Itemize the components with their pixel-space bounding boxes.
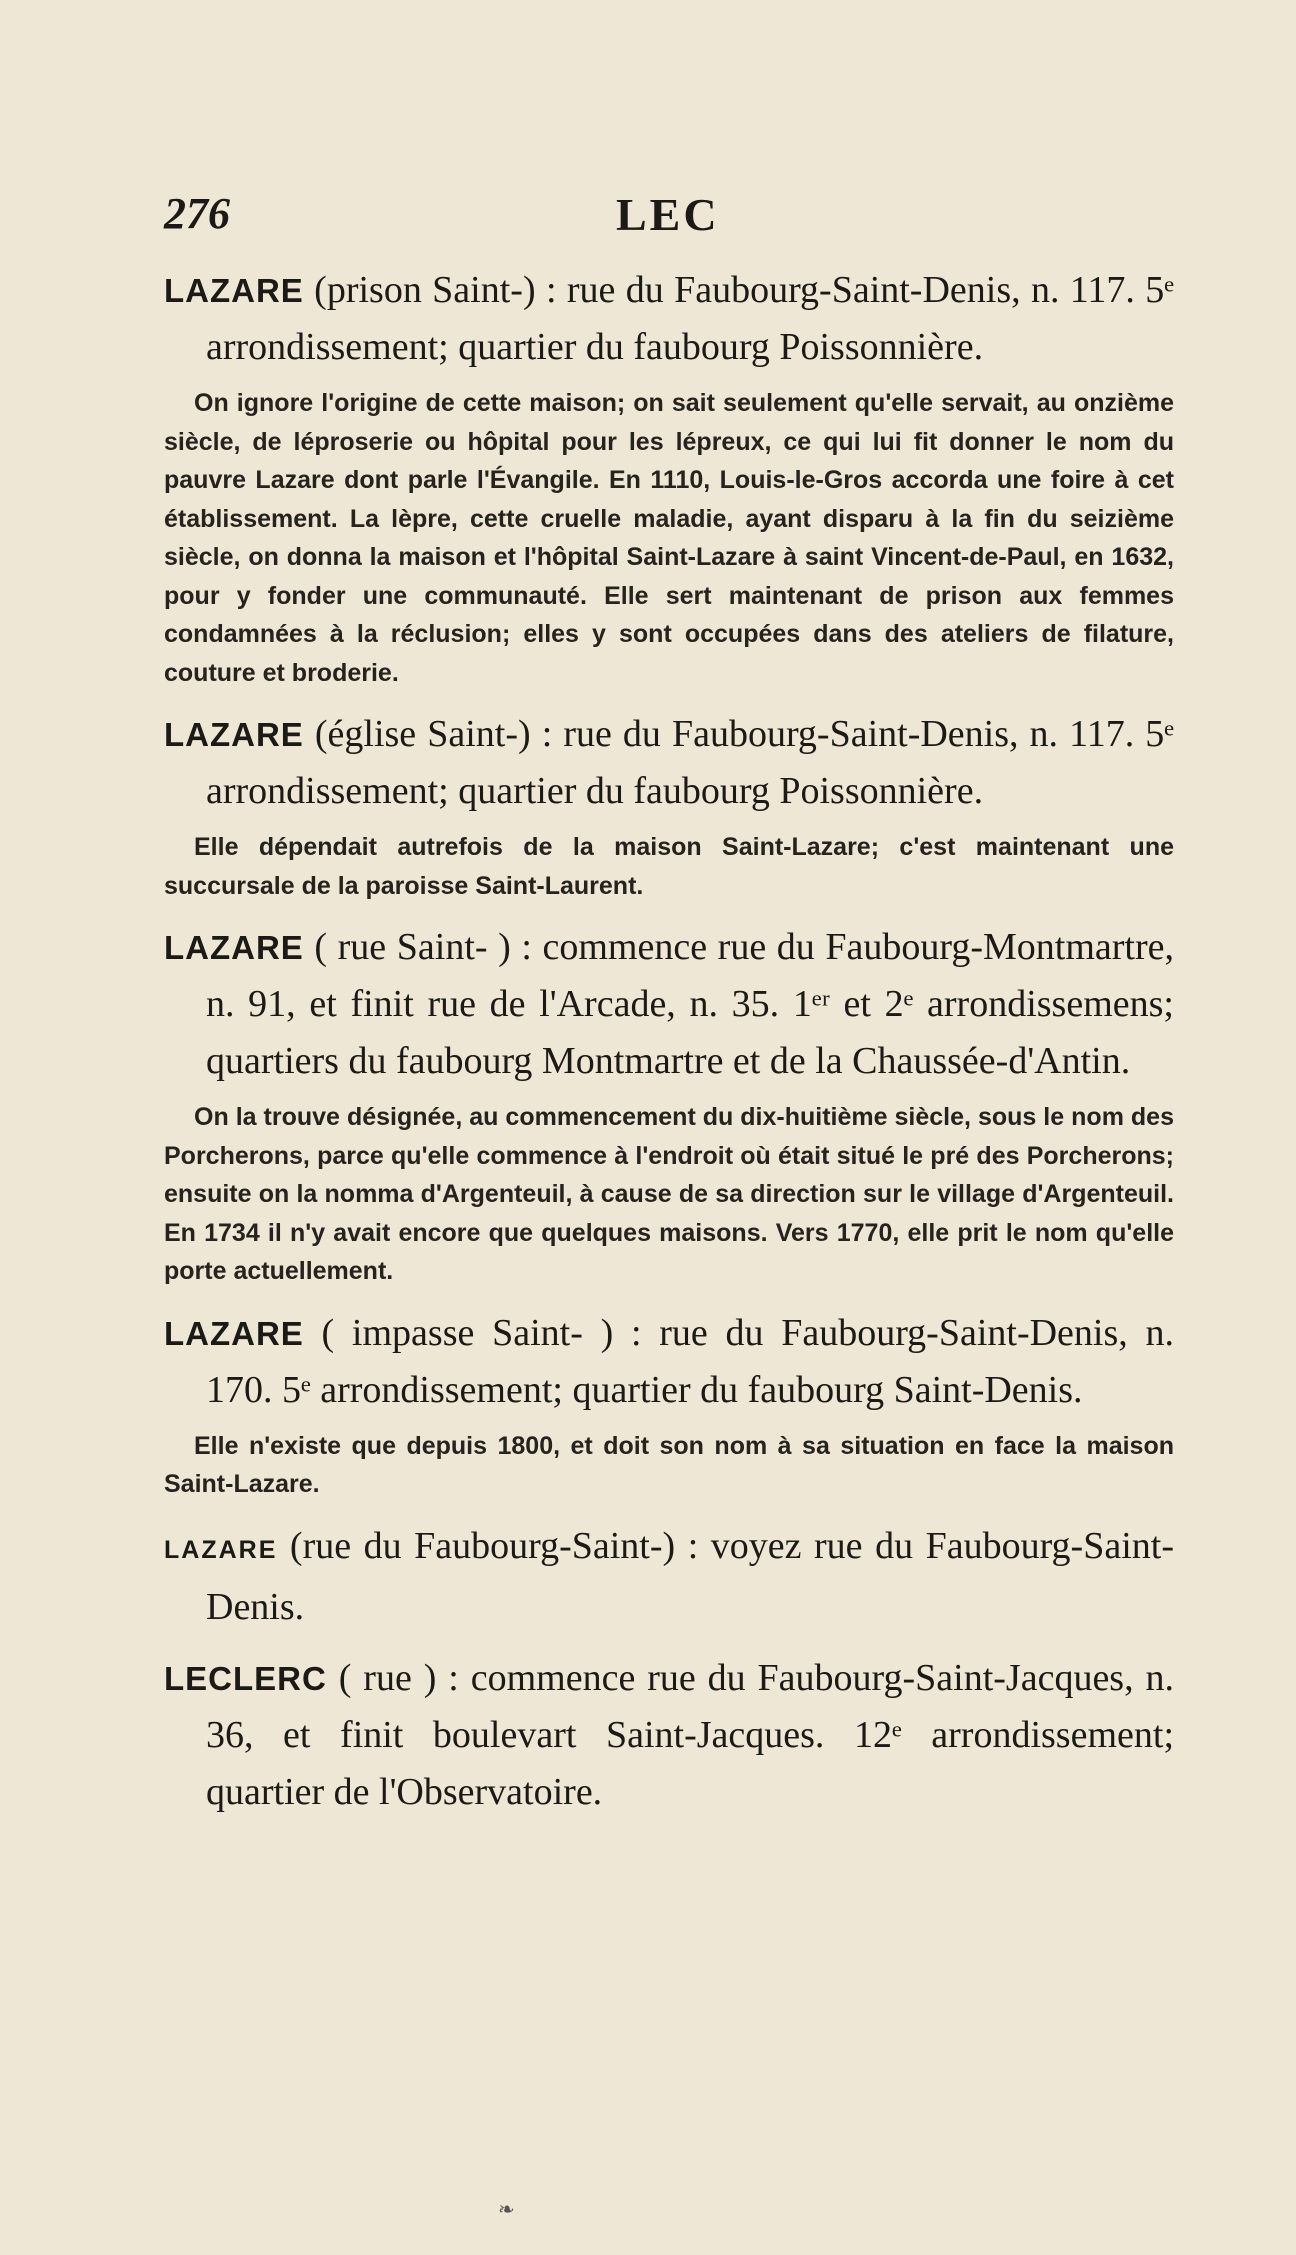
entry-rue-leclerc [164, 1650, 1174, 1821]
entry-impasse-saint-lazare [164, 1305, 1174, 1504]
entry-location: (église Saint-) : rue du Faubourg-Saint-Denis, n. 117. 5ᵉ arrondissement; quartier du faubourg Poissonnière. [206, 713, 1174, 812]
entry-rue-faubourg-saint-lazare [164, 1518, 1174, 1636]
running-head [164, 188, 1174, 248]
entry-heading [164, 262, 1174, 376]
headword: LAZARE [164, 1314, 304, 1352]
entry-eglise-saint-lazare [164, 706, 1174, 905]
headword: LECLERC [164, 1659, 327, 1697]
entry-location: ( rue Saint- ) : commence rue du Faubourg-Montmartre, n. 91, et finit rue de l'Arcade, n. 35. 1ᵉʳ et 2ᵉ arrondissemens; quartiers du faubourg Montmartre et de la Chaussée-d'Antin. [206, 926, 1174, 1082]
entry-heading [164, 1305, 1174, 1419]
headword: LAZARE [164, 272, 304, 309]
entry-location: ( rue ) : commence rue du Faubourg-Saint-Jacques, n. 36, et finit boulevart Saint-Jacques. 12ᵉ arrondissement; quartier de l'Observatoire. [206, 1656, 1174, 1813]
page-number: 276 [164, 189, 230, 238]
dictionary-content [164, 262, 1174, 1835]
headword: LAZARE [164, 716, 304, 753]
entry-note: On la trouve désignée, au commencement du dix-huitième siècle, sous le nom des Porcherons, parce qu'elle commence à l'endroit où était situé le pré des Porcherons; ensuite on la nomma d'Argenteuil, à cause de sa direction sur le village d'Argenteuil. En 1734 il n'y avait encore que quelques maisons. Vers 1770, elle prit le nom qu'elle porte actuellement. [164, 1103, 1174, 1285]
entry-note: On ignore l'origine de cette maison; on sait seulement qu'elle servait, au onzième siècle, de léproserie ou hôpital pour les lépreux, ce qui lui fit donner le nom du pauvre Lazare dont parle l'Évangile. En 1110, Louis-le-Gros accorda une foire à cet établissement. La lèpre, cette cruelle maladie, ayant disparu à la fin du seizième siècle, on donna la maison et l'hôpital Saint-Lazare à saint Vincent-de-Paul, en 1632, pour y fonder une communauté. Elle sert maintenant de prison aux femmes condamnées à la réclusion; elles y sont occupées dans des ateliers de filature, couture et broderie. [164, 389, 1174, 687]
entry-prison-saint-lazare [164, 262, 1174, 692]
headword: LAZARE [164, 1535, 278, 1564]
entry-heading [164, 1650, 1174, 1821]
entry-location: ( impasse Saint- ) : rue du Faubourg-Saint-Denis, n. 170. 5ᵉ arrondissement; quartier du faubourg Saint-Denis. [206, 1311, 1174, 1411]
headword: LAZARE [164, 929, 304, 966]
entry-location: (prison Saint-) : rue du Faubourg-Saint-Denis, n. 117. 5ᵉ arrondissement; quartier du faubourg Poissonnière. [206, 269, 1174, 368]
entry-heading [164, 1518, 1174, 1636]
entry-heading [164, 706, 1174, 820]
entry-heading [164, 919, 1174, 1090]
footer-ornament: ❧ [498, 2199, 515, 2221]
entry-note: Elle dépendait autrefois de la maison Saint-Lazare; c'est maintenant une succursale de la paroisse Saint-Laurent. [164, 833, 1174, 900]
entry-rue-saint-lazare [164, 919, 1174, 1291]
entry-location: (rue du Faubourg-Saint-) : voyez rue du Faubourg-Saint-Denis. [206, 1524, 1174, 1628]
entry-note: Elle n'existe que depuis 1800, et doit son nom à sa situation en face la maison Saint-Lazare. [164, 1431, 1174, 1498]
section-heading: LEC [616, 189, 720, 240]
